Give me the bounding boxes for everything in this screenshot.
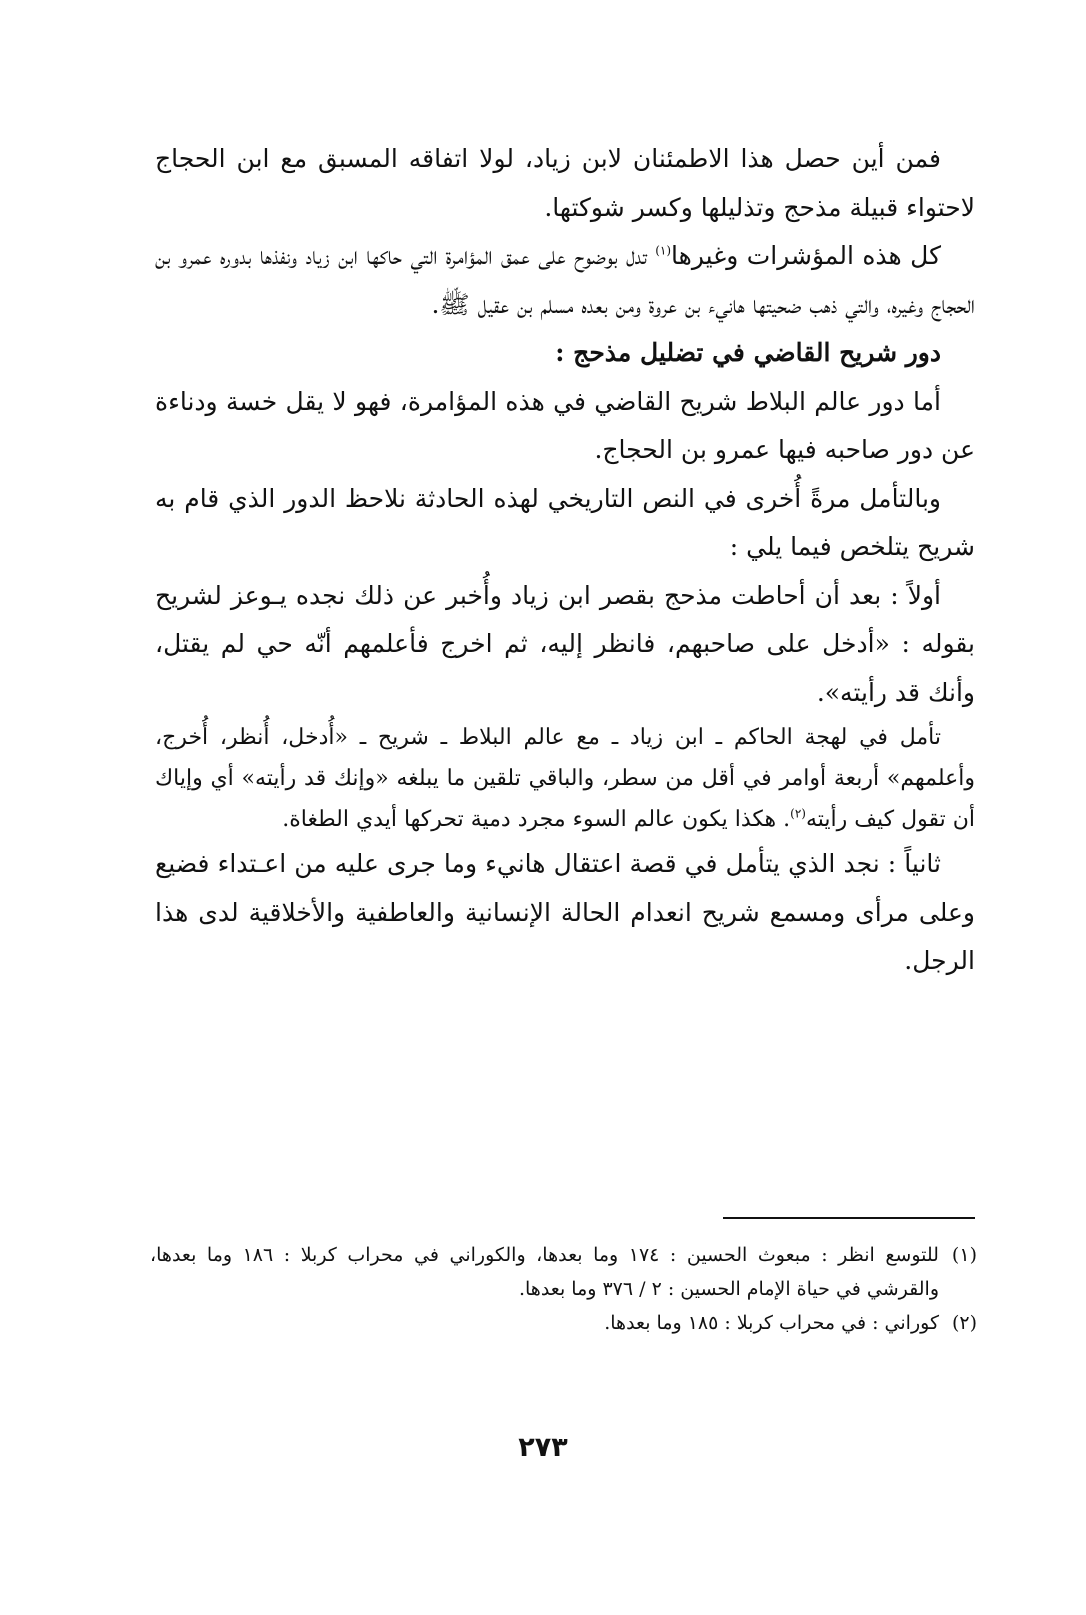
- paragraph-text: تأمل في لهجة الحاكم ـ ابن زياد ـ مع عالم البلاط ـ شريح ـ «أُدخل، أُنظر، أُخرج، وأعلمهم» أربعة أوامر في أقل من سطر، والباقي تلقين ما يبلغه «وإنك قد رأيته» أي وإياك أن تقول كيف رأيته: [155, 725, 975, 832]
- paragraph: [155, 717, 975, 840]
- footnote-number: (١): [951, 1244, 977, 1266]
- footnote-divider: [723, 1217, 975, 1219]
- paragraph-text: كل هذه المؤشرات وغيرها: [671, 241, 941, 270]
- section-heading: دور شريح القاضي في تضليل مذحج :: [555, 338, 941, 367]
- paragraph: أولاً : بعد أن أحاطت مذحج بقصر ابن زياد وأُخبر عن ذلك نجده يـوعز لشريح بقوله : «أدخل على صاحبهم، فانظر إليه، ثم اخرج فأعلمهم أنّه حي لم يقتل، وأنك قد رأيته».: [155, 580, 975, 707]
- paragraph-text: تدل بوضوح على عمق المؤامرة التي حاكها ابن زياد ونفذها بدوره عمرو بن الحجاج وغيره، والتي ذهب ضحيتها هانيء بن عروة ومن بعده مسلم بن عقيل ﷺ.: [155, 241, 975, 319]
- paragraph: فمن أين حصل هذا الاطمئنان لابن زياد، لولا اتفاقه المسبق مع ابن الحجاج لاحتواء قبيلة مذحج وتذليلها وكسر شوكتها.: [155, 144, 975, 222]
- footnote-item: [150, 1238, 977, 1306]
- footnotes: [150, 1238, 977, 1340]
- footnote-ref: (٢): [790, 806, 806, 821]
- paragraph-text: . هكذا يكون عالم السوء مجرد دمية تحركها أيدي الطغاة.: [282, 807, 791, 832]
- paragraph: أما دور عالم البلاط شريح القاضي في هذه المؤامرة، فهو لا يقل خسة ودناءة عن دور صاحبه فيها عمرو بن الحجاج.: [155, 386, 975, 464]
- footnote-number: (٢): [951, 1312, 977, 1334]
- paragraph: وبالتأمل مرةً أُخرى في النص التاريخي لهذه الحادثة نلاحظ الدور الذي قام به شريح يتلخص فيما يلي :: [155, 483, 975, 561]
- page-number: ٢٧٣: [518, 1432, 568, 1463]
- footnote-item: [150, 1306, 977, 1340]
- footnote-text: للتوسع انظر : مبعوث الحسين : ١٧٤ وما بعدها، والكوراني في محراب كربلا : ١٨٦ وما بعدها، والقرشي في حياة الإمام الحسين : ٢ / ٣٧٦ وما بعدها.: [150, 1244, 939, 1300]
- paragraph: [155, 232, 975, 329]
- main-text: [155, 135, 975, 986]
- footnote-text: كوراني : في محراب كربلا : ١٨٥ وما بعدها.: [604, 1312, 939, 1334]
- paragraph: ثانياً : نجد الذي يتأمل في قصة اعتقال هانيء وما جرى عليه من اعـتداء فضيع وعلى مرأى ومسمع شريح انعدام الحالة الإنسانية والعاطفية والأخلاقية لدى هذا الرجل.: [155, 849, 975, 975]
- footnote-ref: (١): [655, 243, 672, 258]
